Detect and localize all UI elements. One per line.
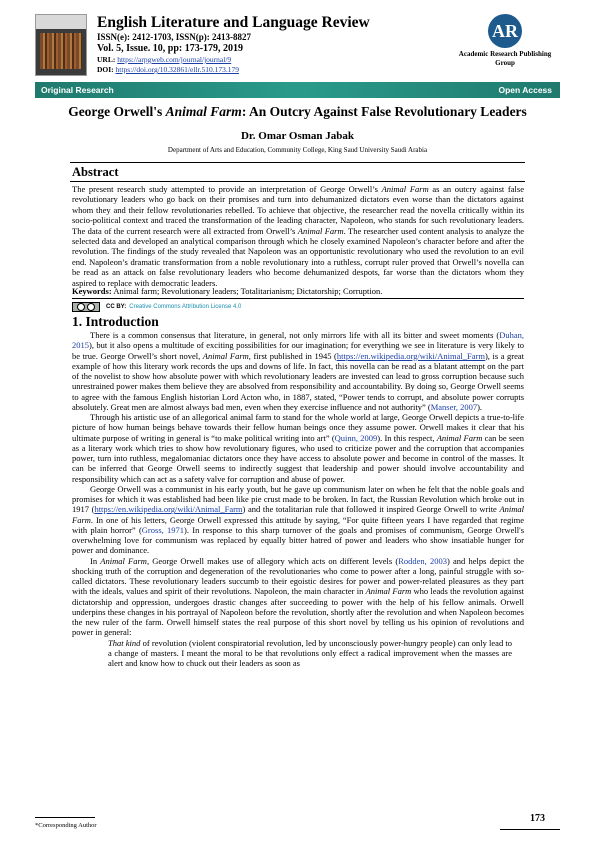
doi-label: DOI:: [97, 65, 114, 74]
license-link[interactable]: Creative Commons Attribution License 4.0: [129, 304, 242, 310]
article-title: George Orwell's Animal Farm: An Outcry Against False Revolutionary Leaders: [68, 104, 527, 119]
license-line: [72, 302, 241, 312]
paragraph-2: Through his artistic use of an allegorical animal farm to stand for the whole world at large, George Orwell depicts a true-to-life picture of how human beings behave towards their fellow human beings once they assume power. Orwell makes it clear that his ultimate purpose of writing in general is “to make political writing into art” (Quinn, 2009). In this respect, Animal Farm can be seen as a literary work which tries to show how revolutionary figures, who used to criticize power and the corruption that accompanies power, turn into ruthless, megalomaniac dictators once they have access to absolute power and become in control of the masses. It can be inferred that George Orwell seems to indirectly suggest that leadership and power should involve accountability and responsibility which can act as a safety valve for corruption and abuse of power.: [72, 412, 525, 484]
page-number-rule: [500, 829, 560, 830]
paragraph-1: There is a common consensus that literature, in general, not only mirrors life with all its bitter and sweet moments (Duhan, 2015), but it also opens a multitude of exciting possibilities for our imagination; for everything we see in literature is very likely to be true. George Orwell’s short novel, Animal Farm, first published in 1945 (https://en.wikipedia.org/wiki/Animal_Farm), is a great example of how this literary work records the ups and downs of life. In fact, this novella can be read as a blatant attempt on the part of the novelist to show how absolute power with which revolutionary leaders are invested can lead to gross corruption because such unrestrained power makes them believe they are absolved from responsibility and accountability. By doing so, George Orwell seems to agree with the famous English historian Lord Acton who, in 1887, stated, “Power tends to corrupt, and absolute power corrupts absolutely. Great men are almost always bad men, even when they exercise influence and not authority” (Manser, 2007).: [72, 330, 524, 412]
publisher-logo-icon: AR: [488, 14, 522, 48]
citation-link[interactable]: Gross, 1971: [141, 524, 185, 535]
abstract-rule: [70, 162, 525, 182]
citation-link[interactable]: Rodden, 2003: [398, 555, 447, 566]
article-type: Original Research: [41, 85, 114, 95]
wikipedia-link[interactable]: https://en.wikipedia.org/wiki/Animal_Farm: [336, 350, 485, 361]
introduction-body: [72, 330, 524, 668]
journal-title: English Literature and Language Review: [97, 14, 370, 31]
paragraph-3: George Orwell was a communist in his early youth, but he gave up communism later on when he felt that the noble goals and promises for which it was established had been like pie crust made to be broken. In fact, the Russian Revolution which broke out in 1917 (https://en.wikipedia.org/wiki/Animal_Farm) and the totalitarian rule that followed it inspired George Orwell to write Animal Farm. In one of his letters, George Orwell expressed this attitude by saying, “For quite fifteen years I have regarded that regime with plain horror” (Gross, 1971). In response to this sharp turnover of the goals and promises of communism, George Orwell's overwhelming love for communism was replaced by equally bitter hatred of power and leaders who show insatiable hunger for power and dominance.: [72, 483, 525, 556]
license-label: CC BY:: [106, 304, 127, 310]
abstract-heading: Abstract: [72, 165, 119, 179]
cc-license-icon: [72, 302, 100, 312]
citation-link[interactable]: Duhan, 2015: [72, 330, 524, 351]
journal-url-link[interactable]: https://arpgweb.com/journal/journal/9: [117, 55, 232, 64]
author-name: Dr. Omar Osman Jabak: [240, 130, 355, 142]
url-label: URL:: [97, 55, 116, 64]
footnote-rule: [35, 817, 95, 818]
issn: ISSN(e): 2412-1703, ISSN(p): 2413-8827: [97, 32, 252, 42]
journal-cover-image: [35, 14, 87, 76]
section-heading-introduction: 1. Introduction: [72, 314, 159, 329]
volume-info: Vol. 5, Issue. 10, pp: 173-179, 2019: [97, 43, 244, 54]
publisher-logo: [450, 14, 560, 68]
publisher-name: Academic Research Publishing Group: [458, 50, 552, 67]
journal-header: [35, 14, 560, 76]
article-type-band: [35, 82, 560, 98]
author-affiliation: Department of Arts and Education, Community College, King Saud University Saudi Arabia: [167, 146, 428, 154]
citation-link[interactable]: Quinn, 2009: [334, 432, 378, 443]
citation-link[interactable]: Manser, 2007: [430, 401, 478, 412]
access-type: Open Access: [498, 85, 552, 95]
paragraph-4: In Animal Farm, George Orwell makes use of allegory which acts on different levels (Rodden, 2003) and helps depict the shocking truth of the corruption and degeneration of the revolutionaries who come to power after a long, painful struggle with so-called dictators. These revolutionary leaders succumb to their egoistic desires for power and power-related pleasures as they part with the ideals, values and spirit of their revolutions. Napoleon, the main character in Animal Farm who leads the revolution against dictatorship and oppression, undergoes drastic changes after succeeding to power with the help of his fellow animals. Orwell underpins these changes in his portrayal of Napoleon before the revolution, shortly after the revolution and when Napoleon becomes the new ruler of the farm. Orwell himself states the real purpose of this short novel by telling us his opinion of revolutions and power in general:: [72, 555, 524, 638]
block-quote: That kind of revolution (violent conspiratorial revolution, led by unconsciously power-hungry people) can only lead to a change of masters. I meant the moral to be that revolutions only effect a radical improvement when the masses are alert and know how to chuck out their leaders as soon as: [108, 637, 512, 668]
doi-link[interactable]: https://doi.org/10.32861/ellr.510.173.179: [115, 65, 239, 74]
keywords: Keywords: Animal farm; Revolutionary leaders; Totalitarianism; Dictatorship; Corruption.: [72, 286, 524, 299]
footnote: *Corresponding Author: [35, 822, 97, 829]
page-number: 173: [530, 813, 545, 824]
wikipedia-link[interactable]: https://en.wikipedia.org/wiki/Animal_Farm: [94, 504, 243, 515]
abstract-text: The present research study attempted to provide an interpretation of George Orwell’s Animal Farm as an outcry against false revolutionary leaders who go back on their promises and turn into dehumanized dictators even worse than the dictators against whom they and their fellow revolutionaries rebelled. To achieve that objective, the researcher read the novella critically within its socio-political context and traced the transformation of the leading character, Napoleon, who stands for such revolutionary leaders. The data of the current research were all extracted from Orwell’s Animal Farm. The researcher used content analysis to analyze the selected data and developed an analytical comparison through which he closely examined Napoleon’s character before and after the revolution. The findings of the study revealed that Napoleon was an opportunistic revolutionary who used the revolution to an evil end. Napoleon’s dramatic transformation from a noble revolutionary into a ruthless, corrupt ruler proved that Orwell’s novella can be read as an attack on false revolutionary leaders who become dehumanized despots, far worse than the dictators whom they aspired to replace with democratic leaders.: [72, 184, 524, 288]
